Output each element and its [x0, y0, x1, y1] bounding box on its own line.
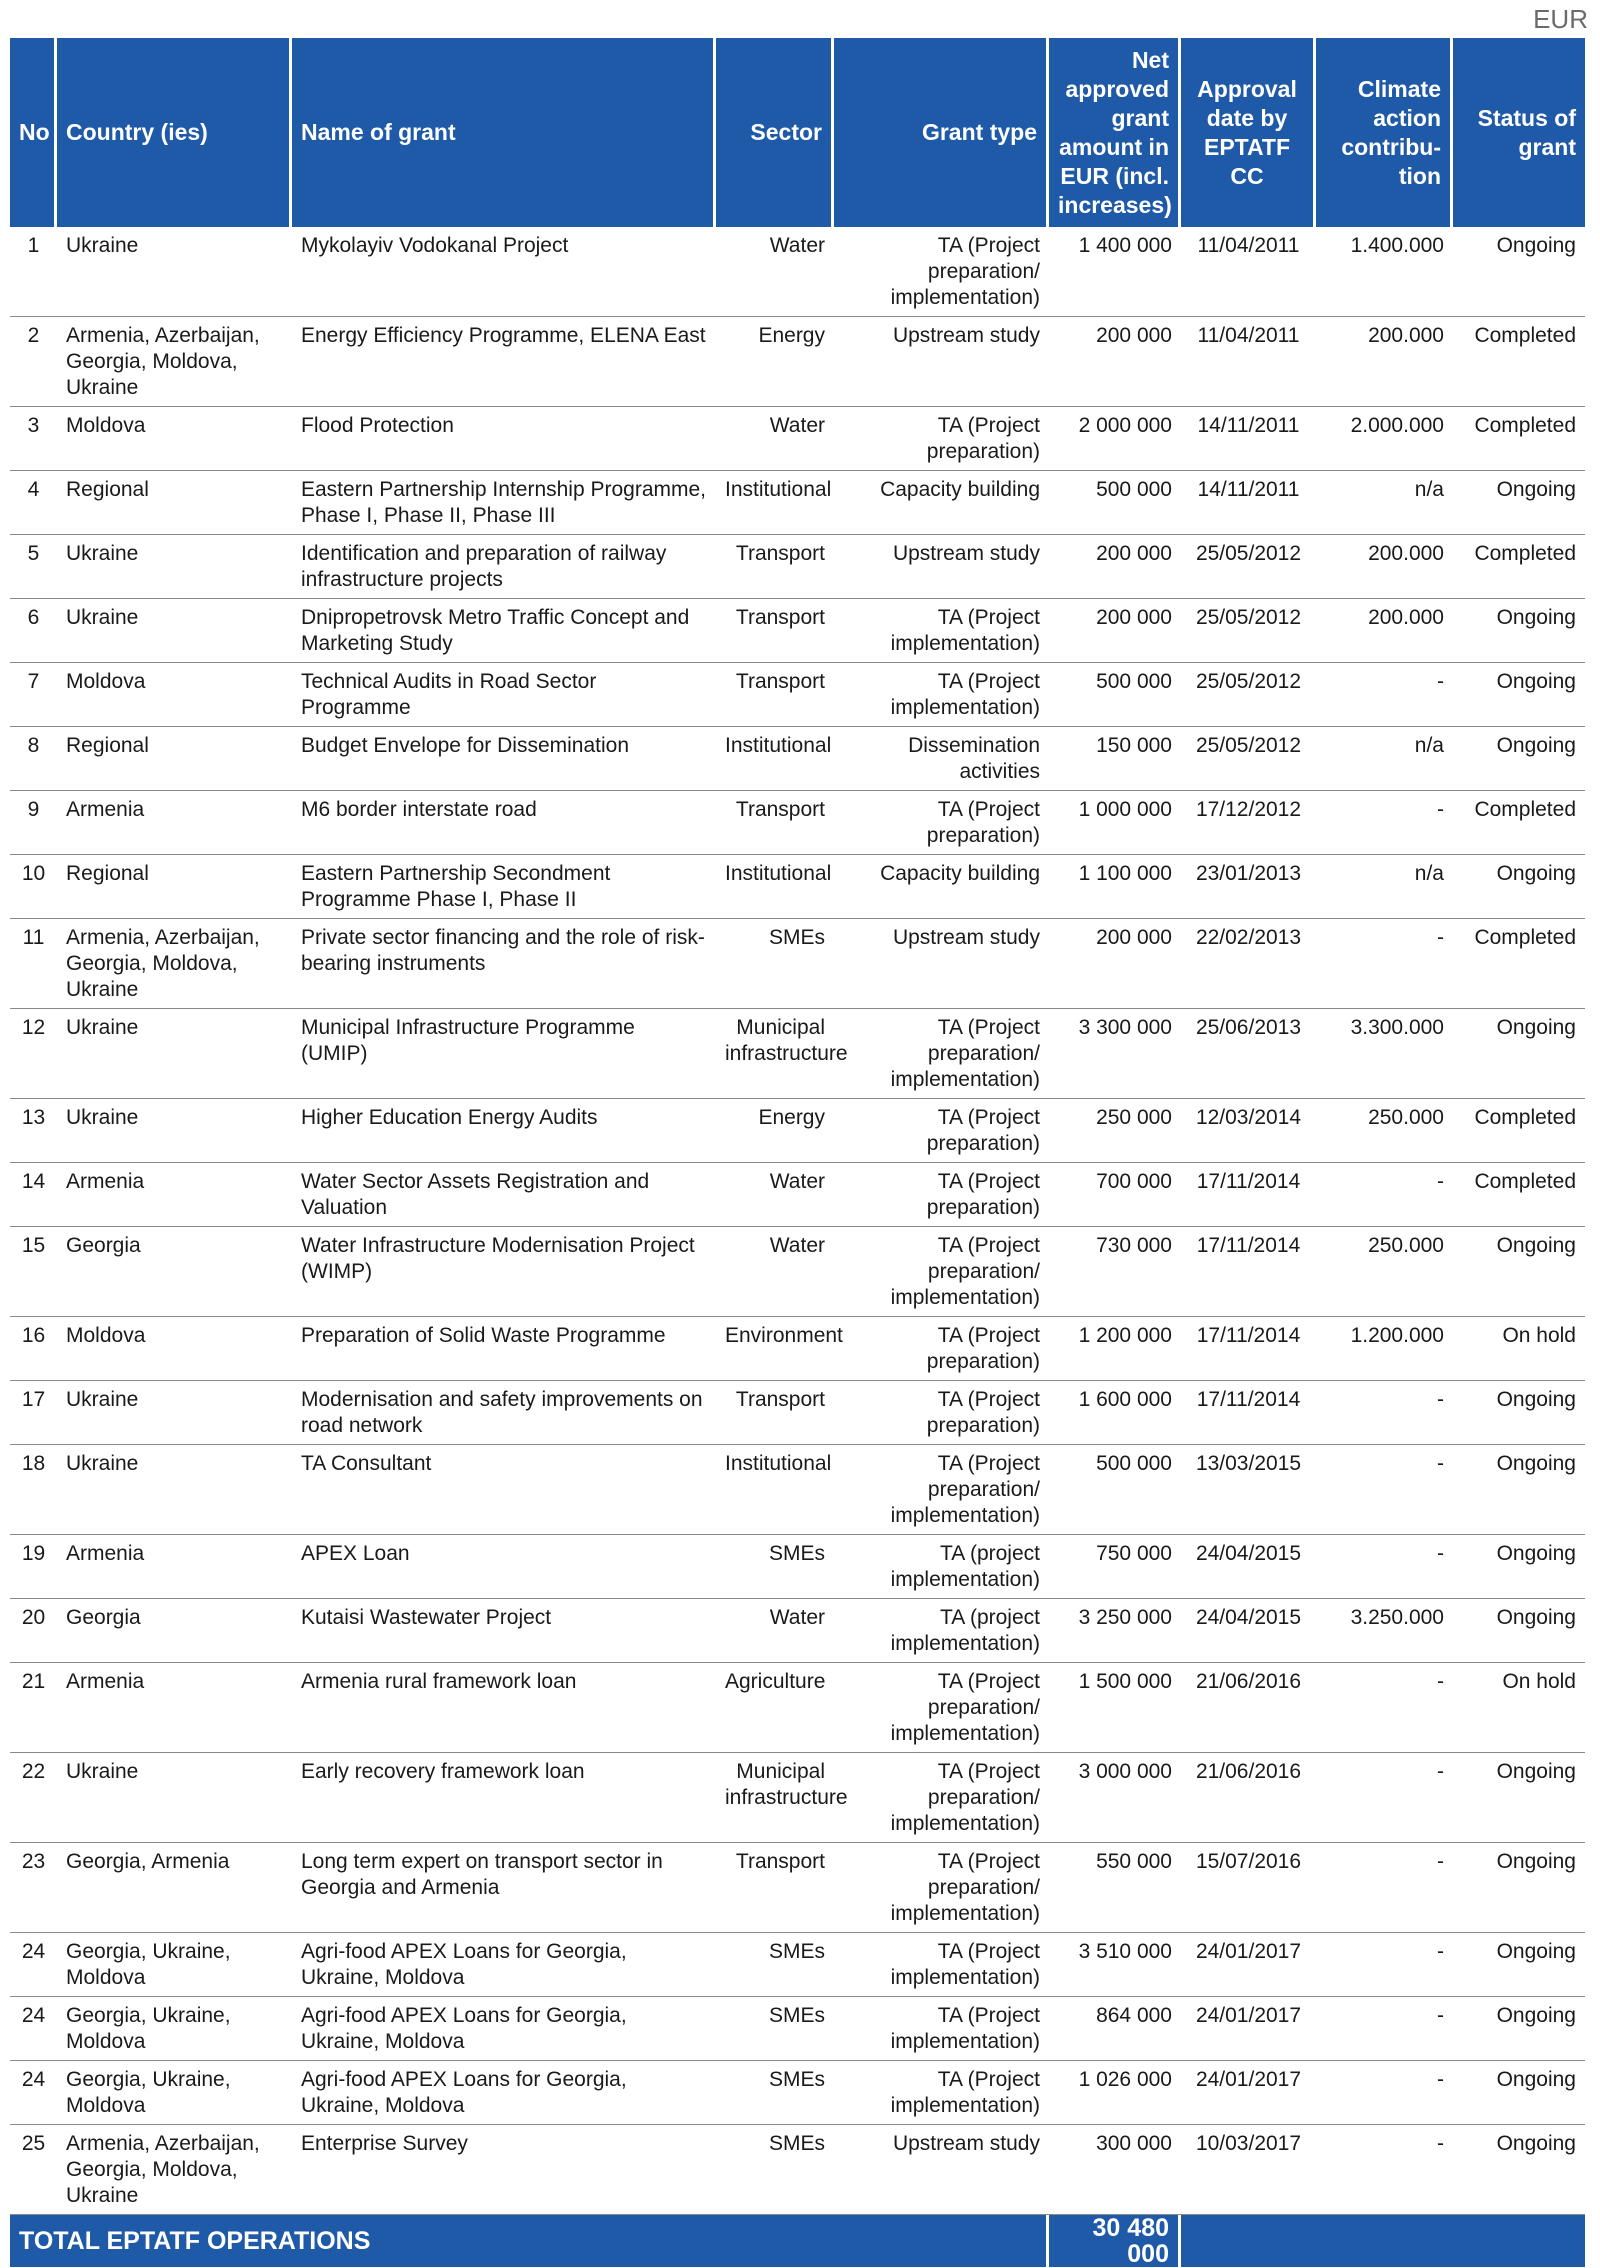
cell-climate: - [1316, 1663, 1453, 1753]
cell-name: M6 border interstate road [292, 791, 716, 855]
cell-amount: 750 000 [1049, 1535, 1181, 1599]
cell-climate: 200.000 [1316, 599, 1453, 663]
cell-name: APEX Loan [292, 1535, 716, 1599]
table-row [10, 1753, 1585, 1843]
cell-country: Ukraine [57, 1009, 292, 1099]
table-row [10, 471, 1585, 535]
cell-name: Water Infrastructure Modernisation Project (WIMP) [292, 1227, 716, 1317]
cell-status: Completed [1453, 1099, 1585, 1163]
cell-no: 11 [10, 919, 57, 1009]
table-row [10, 1933, 1585, 1997]
currency-label: EUR [1533, 4, 1588, 34]
table-row [10, 599, 1585, 663]
cell-climate: - [1316, 1997, 1453, 2061]
header-amount: Net approved grant amount in EUR (incl. increases) [1049, 38, 1181, 227]
cell-grant-type: TA (Project preparation/ implementation) [834, 1663, 1049, 1753]
cell-grant-type: Capacity building [834, 855, 1049, 919]
cell-name: Armenia rural framework loan [292, 1663, 716, 1753]
cell-climate: 250.000 [1316, 1227, 1453, 1317]
cell-approval-date: 24/04/2015 [1181, 1599, 1316, 1663]
cell-no: 9 [10, 791, 57, 855]
cell-approval-date: 21/06/2016 [1181, 1663, 1316, 1753]
cell-sector: Transport [716, 791, 834, 855]
cell-status: Completed [1453, 535, 1585, 599]
cell-no: 21 [10, 1663, 57, 1753]
cell-no: 24 [10, 1997, 57, 2061]
cell-approval-date: 17/11/2014 [1181, 1163, 1316, 1227]
cell-climate: - [1316, 2061, 1453, 2125]
cell-amount: 1 200 000 [1049, 1317, 1181, 1381]
cell-amount: 1 100 000 [1049, 855, 1181, 919]
cell-no: 24 [10, 1933, 57, 1997]
grants-table [10, 38, 1585, 2267]
cell-approval-date: 15/07/2016 [1181, 1843, 1316, 1933]
cell-status: Ongoing [1453, 855, 1585, 919]
cell-country: Ukraine [57, 1753, 292, 1843]
cell-climate: 200.000 [1316, 317, 1453, 407]
cell-status: Ongoing [1453, 599, 1585, 663]
cell-grant-type: TA (Project preparation/ implementation) [834, 227, 1049, 317]
cell-country: Georgia [57, 1599, 292, 1663]
cell-grant-type: Upstream study [834, 317, 1049, 407]
cell-sector: Transport [716, 1381, 834, 1445]
table-row [10, 727, 1585, 791]
cell-country: Armenia [57, 791, 292, 855]
cell-status: On hold [1453, 1317, 1585, 1381]
cell-approval-date: 17/11/2014 [1181, 1381, 1316, 1445]
cell-sector: Agriculture [716, 1663, 834, 1753]
cell-country: Armenia [57, 1663, 292, 1753]
table-row [10, 1099, 1585, 1163]
cell-name: Higher Education Energy Audits [292, 1099, 716, 1163]
table-row [10, 1227, 1585, 1317]
cell-status: Ongoing [1453, 663, 1585, 727]
cell-amount: 2 000 000 [1049, 407, 1181, 471]
header-country: Country (ies) [57, 38, 292, 227]
cell-status: On hold [1453, 1663, 1585, 1753]
cell-amount: 700 000 [1049, 1163, 1181, 1227]
cell-amount: 200 000 [1049, 919, 1181, 1009]
cell-grant-type: Upstream study [834, 919, 1049, 1009]
cell-name: Modernisation and safety improvements on road network [292, 1381, 716, 1445]
cell-no: 15 [10, 1227, 57, 1317]
cell-status: Completed [1453, 317, 1585, 407]
cell-grant-type: TA (Project preparation) [834, 1099, 1049, 1163]
cell-name: Energy Efficiency Programme, ELENA East [292, 317, 716, 407]
cell-amount: 500 000 [1049, 663, 1181, 727]
cell-country: Georgia, Ukraine, Moldova [57, 1933, 292, 1997]
cell-grant-type: TA (Project preparation) [834, 407, 1049, 471]
cell-status: Ongoing [1453, 1227, 1585, 1317]
cell-status: Completed [1453, 407, 1585, 471]
cell-grant-type: TA (Project implementation) [834, 663, 1049, 727]
cell-climate: - [1316, 919, 1453, 1009]
table-row [10, 1599, 1585, 1663]
table-row [10, 227, 1585, 317]
cell-grant-type: TA (Project implementation) [834, 1997, 1049, 2061]
cell-sector: SMEs [716, 2061, 834, 2125]
table-row [10, 407, 1585, 471]
cell-country: Georgia, Ukraine, Moldova [57, 2061, 292, 2125]
cell-sector: Transport [716, 663, 834, 727]
cell-no: 13 [10, 1099, 57, 1163]
cell-approval-date: 11/04/2011 [1181, 227, 1316, 317]
cell-amount: 300 000 [1049, 2125, 1181, 2215]
cell-name: Technical Audits in Road Sector Programme [292, 663, 716, 727]
cell-climate: - [1316, 791, 1453, 855]
table-row [10, 1381, 1585, 1445]
header-row [10, 38, 1585, 227]
cell-country: Ukraine [57, 535, 292, 599]
cell-sector: SMEs [716, 1535, 834, 1599]
cell-no: 23 [10, 1843, 57, 1933]
cell-climate: - [1316, 1381, 1453, 1445]
cell-approval-date: 25/05/2012 [1181, 663, 1316, 727]
cell-name: TA Consultant [292, 1445, 716, 1535]
cell-country: Ukraine [57, 1381, 292, 1445]
cell-amount: 730 000 [1049, 1227, 1181, 1317]
cell-country: Ukraine [57, 1099, 292, 1163]
table-row [10, 1163, 1585, 1227]
cell-approval-date: 13/03/2015 [1181, 1445, 1316, 1535]
cell-sector: Municipal infrastructure [716, 1009, 834, 1099]
cell-climate: 2.000.000 [1316, 407, 1453, 471]
cell-country: Armenia, Azerbaijan, Georgia, Moldova, Ukraine [57, 919, 292, 1009]
cell-name: Agri-food APEX Loans for Georgia, Ukraine, Moldova [292, 1997, 716, 2061]
cell-name: Water Sector Assets Registration and Valuation [292, 1163, 716, 1227]
cell-grant-type: TA (Project preparation/ implementation) [834, 1843, 1049, 1933]
cell-approval-date: 22/02/2013 [1181, 919, 1316, 1009]
cell-country: Armenia [57, 1535, 292, 1599]
cell-sector: SMEs [716, 1933, 834, 1997]
table-row [10, 855, 1585, 919]
cell-amount: 3 300 000 [1049, 1009, 1181, 1099]
cell-status: Ongoing [1453, 2061, 1585, 2125]
cell-approval-date: 24/01/2017 [1181, 1997, 1316, 2061]
cell-no: 3 [10, 407, 57, 471]
cell-status: Ongoing [1453, 227, 1585, 317]
header-name: Name of grant [292, 38, 716, 227]
cell-climate: - [1316, 1843, 1453, 1933]
cell-name: Dnipropetrovsk Metro Traffic Concept and Marketing Study [292, 599, 716, 663]
cell-grant-type: TA (Project preparation/ implementation) [834, 1445, 1049, 1535]
cell-amount: 1 500 000 [1049, 1663, 1181, 1753]
cell-grant-type: TA (Project preparation) [834, 791, 1049, 855]
cell-name: Long term expert on transport sector in Georgia and Armenia [292, 1843, 716, 1933]
cell-grant-type: TA (Project implementation) [834, 1933, 1049, 1997]
cell-grant-type: TA (Project preparation/ implementation) [834, 1009, 1049, 1099]
cell-no: 6 [10, 599, 57, 663]
cell-name: Mykolayiv Vodokanal Project [292, 227, 716, 317]
cell-no: 20 [10, 1599, 57, 1663]
cell-amount: 1 026 000 [1049, 2061, 1181, 2125]
cell-climate: 250.000 [1316, 1099, 1453, 1163]
cell-approval-date: 24/04/2015 [1181, 1535, 1316, 1599]
cell-status: Completed [1453, 1163, 1585, 1227]
cell-sector: Water [716, 1163, 834, 1227]
grant-rows [10, 227, 1585, 2215]
cell-grant-type: TA (Project implementation) [834, 599, 1049, 663]
cell-no: 19 [10, 1535, 57, 1599]
cell-grant-type: TA (project implementation) [834, 1599, 1049, 1663]
cell-amount: 1 400 000 [1049, 227, 1181, 317]
cell-sector: Institutional [716, 727, 834, 791]
cell-country: Regional [57, 471, 292, 535]
table-row [10, 1009, 1585, 1099]
cell-status: Completed [1453, 919, 1585, 1009]
cell-approval-date: 25/05/2012 [1181, 599, 1316, 663]
cell-sector: Transport [716, 535, 834, 599]
cell-amount: 150 000 [1049, 727, 1181, 791]
table-row [10, 1843, 1585, 1933]
table-row [10, 1317, 1585, 1381]
cell-sector: Energy [716, 1099, 834, 1163]
cell-climate: - [1316, 1753, 1453, 1843]
cell-climate: - [1316, 1535, 1453, 1599]
cell-sector: Municipal infrastructure [716, 1753, 834, 1843]
cell-approval-date: 17/11/2014 [1181, 1317, 1316, 1381]
cell-grant-type: Dissemination activities [834, 727, 1049, 791]
header-sector: Sector [716, 38, 834, 227]
cell-sector: Water [716, 1599, 834, 1663]
cell-grant-type: Capacity building [834, 471, 1049, 535]
cell-sector: Transport [716, 599, 834, 663]
cell-sector: Water [716, 1227, 834, 1317]
cell-no: 25 [10, 2125, 57, 2215]
cell-climate: 1.400.000 [1316, 227, 1453, 317]
cell-amount: 500 000 [1049, 471, 1181, 535]
cell-country: Armenia [57, 1163, 292, 1227]
cell-sector: SMEs [716, 919, 834, 1009]
cell-climate: 1.200.000 [1316, 1317, 1453, 1381]
cell-sector: Water [716, 407, 834, 471]
cell-no: 4 [10, 471, 57, 535]
cell-no: 22 [10, 1753, 57, 1843]
cell-grant-type: Upstream study [834, 535, 1049, 599]
total-spacer [1181, 2215, 1585, 2267]
cell-grant-type: TA (Project preparation/ implementation) [834, 1753, 1049, 1843]
cell-status: Ongoing [1453, 1599, 1585, 1663]
cell-name: Preparation of Solid Waste Programme [292, 1317, 716, 1381]
cell-no: 18 [10, 1445, 57, 1535]
header-approval-date: Approval date by EPTATF CC [1181, 38, 1316, 227]
cell-sector: Transport [716, 1843, 834, 1933]
cell-name: Eastern Partnership Internship Programme, Phase I, Phase II, Phase III [292, 471, 716, 535]
cell-grant-type: TA (project implementation) [834, 1535, 1049, 1599]
table-row [10, 791, 1585, 855]
cell-amount: 200 000 [1049, 317, 1181, 407]
cell-sector: SMEs [716, 2125, 834, 2215]
cell-name: Enterprise Survey [292, 2125, 716, 2215]
cell-status: Ongoing [1453, 1753, 1585, 1843]
table-row [10, 1535, 1585, 1599]
cell-amount: 1 600 000 [1049, 1381, 1181, 1445]
cell-climate: - [1316, 2125, 1453, 2215]
cell-status: Ongoing [1453, 1381, 1585, 1445]
table-row [10, 1445, 1585, 1535]
cell-country: Moldova [57, 663, 292, 727]
cell-name: Private sector financing and the role of risk-bearing instruments [292, 919, 716, 1009]
total-row [10, 2215, 1585, 2267]
cell-sector: Energy [716, 317, 834, 407]
cell-status: Ongoing [1453, 1843, 1585, 1933]
cell-amount: 550 000 [1049, 1843, 1181, 1933]
cell-grant-type: TA (Project preparation) [834, 1317, 1049, 1381]
cell-status: Ongoing [1453, 2125, 1585, 2215]
cell-name: Agri-food APEX Loans for Georgia, Ukraine, Moldova [292, 2061, 716, 2125]
cell-amount: 1 000 000 [1049, 791, 1181, 855]
cell-grant-type: TA (Project preparation/ implementation) [834, 1227, 1049, 1317]
cell-approval-date: 14/11/2011 [1181, 471, 1316, 535]
header-status: Status of grant [1453, 38, 1585, 227]
cell-country: Ukraine [57, 599, 292, 663]
cell-country: Georgia [57, 1227, 292, 1317]
cell-grant-type: TA (Project preparation) [834, 1163, 1049, 1227]
total-label: TOTAL EPTATF OPERATIONS [10, 2215, 1049, 2267]
cell-country: Moldova [57, 407, 292, 471]
cell-grant-type: TA (Project preparation) [834, 1381, 1049, 1445]
cell-status: Ongoing [1453, 1445, 1585, 1535]
cell-climate: - [1316, 663, 1453, 727]
table-row [10, 535, 1585, 599]
cell-sector: Institutional [716, 471, 834, 535]
cell-country: Regional [57, 855, 292, 919]
cell-country: Georgia, Armenia [57, 1843, 292, 1933]
cell-climate: n/a [1316, 855, 1453, 919]
cell-no: 5 [10, 535, 57, 599]
cell-grant-type: Upstream study [834, 2125, 1049, 2215]
cell-name: Flood Protection [292, 407, 716, 471]
cell-name: Agri-food APEX Loans for Georgia, Ukraine, Moldova [292, 1933, 716, 1997]
cell-sector: Water [716, 227, 834, 317]
cell-country: Ukraine [57, 227, 292, 317]
cell-country: Armenia, Azerbaijan, Georgia, Moldova, Ukraine [57, 317, 292, 407]
cell-amount: 250 000 [1049, 1099, 1181, 1163]
total-amount: 30 480 000 [1049, 2215, 1181, 2267]
cell-approval-date: 23/01/2013 [1181, 855, 1316, 919]
cell-amount: 3 510 000 [1049, 1933, 1181, 1997]
cell-climate: - [1316, 1933, 1453, 1997]
cell-no: 8 [10, 727, 57, 791]
cell-amount: 200 000 [1049, 535, 1181, 599]
cell-status: Ongoing [1453, 471, 1585, 535]
table-row [10, 317, 1585, 407]
cell-amount: 500 000 [1049, 1445, 1181, 1535]
cell-approval-date: 25/05/2012 [1181, 727, 1316, 791]
cell-sector: Environment [716, 1317, 834, 1381]
cell-no: 10 [10, 855, 57, 919]
table-row [10, 2061, 1585, 2125]
cell-country: Georgia, Ukraine, Moldova [57, 1997, 292, 2061]
cell-amount: 3 250 000 [1049, 1599, 1181, 1663]
cell-climate: 200.000 [1316, 535, 1453, 599]
cell-approval-date: 21/06/2016 [1181, 1753, 1316, 1843]
cell-sector: SMEs [716, 1997, 834, 2061]
cell-amount: 200 000 [1049, 599, 1181, 663]
cell-no: 16 [10, 1317, 57, 1381]
table-row [10, 2125, 1585, 2215]
cell-no: 17 [10, 1381, 57, 1445]
cell-approval-date: 24/01/2017 [1181, 2061, 1316, 2125]
cell-name: Municipal Infrastructure Programme (UMIP) [292, 1009, 716, 1099]
header-climate: Climate action contribu-tion [1316, 38, 1453, 227]
cell-country: Regional [57, 727, 292, 791]
cell-climate: 3.250.000 [1316, 1599, 1453, 1663]
cell-country: Armenia, Azerbaijan, Georgia, Moldova, Ukraine [57, 2125, 292, 2215]
cell-climate: - [1316, 1445, 1453, 1535]
cell-name: Early recovery framework loan [292, 1753, 716, 1843]
cell-name: Kutaisi Wastewater Project [292, 1599, 716, 1663]
table-row [10, 1997, 1585, 2061]
cell-amount: 864 000 [1049, 1997, 1181, 2061]
header-grant-type: Grant type [834, 38, 1049, 227]
table-row [10, 1663, 1585, 1753]
cell-sector: Institutional [716, 855, 834, 919]
cell-approval-date: 12/03/2014 [1181, 1099, 1316, 1163]
header-no: No [10, 38, 57, 227]
cell-status: Ongoing [1453, 1997, 1585, 2061]
cell-country: Ukraine [57, 1445, 292, 1535]
cell-approval-date: 17/12/2012 [1181, 791, 1316, 855]
cell-approval-date: 24/01/2017 [1181, 1933, 1316, 1997]
cell-sector: Institutional [716, 1445, 834, 1535]
cell-grant-type: TA (Project implementation) [834, 2061, 1049, 2125]
cell-no: 7 [10, 663, 57, 727]
cell-approval-date: 11/04/2011 [1181, 317, 1316, 407]
cell-approval-date: 17/11/2014 [1181, 1227, 1316, 1317]
cell-no: 24 [10, 2061, 57, 2125]
cell-no: 2 [10, 317, 57, 407]
cell-status: Ongoing [1453, 1009, 1585, 1099]
cell-country: Moldova [57, 1317, 292, 1381]
cell-name: Identification and preparation of railway infrastructure projects [292, 535, 716, 599]
cell-status: Ongoing [1453, 1535, 1585, 1599]
cell-approval-date: 25/05/2012 [1181, 535, 1316, 599]
table-row [10, 919, 1585, 1009]
cell-climate: n/a [1316, 471, 1453, 535]
cell-climate: 3.300.000 [1316, 1009, 1453, 1099]
cell-name: Budget Envelope for Dissemination [292, 727, 716, 791]
cell-no: 12 [10, 1009, 57, 1099]
cell-approval-date: 25/06/2013 [1181, 1009, 1316, 1099]
cell-climate: - [1316, 1163, 1453, 1227]
cell-status: Ongoing [1453, 727, 1585, 791]
table-row [10, 663, 1585, 727]
cell-approval-date: 14/11/2011 [1181, 407, 1316, 471]
cell-climate: n/a [1316, 727, 1453, 791]
cell-no: 1 [10, 227, 57, 317]
cell-amount: 3 000 000 [1049, 1753, 1181, 1843]
cell-name: Eastern Partnership Secondment Programme Phase I, Phase II [292, 855, 716, 919]
cell-approval-date: 10/03/2017 [1181, 2125, 1316, 2215]
cell-no: 14 [10, 1163, 57, 1227]
cell-status: Ongoing [1453, 1933, 1585, 1997]
cell-status: Completed [1453, 791, 1585, 855]
